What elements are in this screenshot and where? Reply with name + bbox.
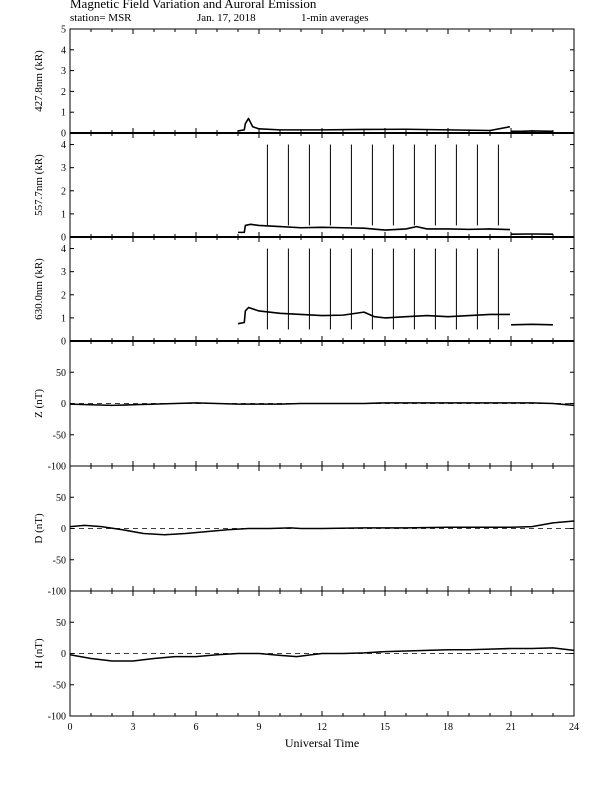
data-line <box>238 307 510 323</box>
x-tick-label: 24 <box>569 722 579 733</box>
station-label: station= MSR <box>70 12 132 24</box>
panel-3 <box>33 341 574 473</box>
y-tick-label: 0 <box>61 128 66 140</box>
chart-title: Magnetic Field Variation and Auroral Emission <box>70 0 317 11</box>
x-tick-label: 21 <box>506 722 516 733</box>
y-tick-label: 4 <box>61 244 66 256</box>
y-tick-label: 0 <box>61 232 66 244</box>
y-tick-label: 0 <box>61 399 66 410</box>
y-tick-label: 3 <box>61 267 66 279</box>
y-tick-label: 1 <box>61 313 66 325</box>
y-tick-label: 50 <box>56 492 66 504</box>
panel-1 <box>33 133 574 244</box>
y-axis-label: 427.8nm (kR) <box>33 50 45 112</box>
data-line <box>70 648 574 661</box>
y-tick-label: 3 <box>61 163 66 175</box>
y-tick-label: 4 <box>61 140 66 152</box>
y-tick-label: -50 <box>52 680 66 692</box>
y-tick-label: 4 <box>61 45 66 57</box>
y-tick-label: 3 <box>61 66 66 78</box>
y-axis-label: 630.0nm (kR) <box>33 258 45 320</box>
panel-5 <box>33 591 579 750</box>
x-axis-label: Universal Time <box>284 736 360 750</box>
averaging-label: 1-min averages <box>301 12 369 24</box>
data-line <box>238 224 510 232</box>
x-tick-label: 3 <box>130 722 136 733</box>
x-tick-label: 12 <box>317 722 327 733</box>
data-line <box>238 118 510 130</box>
y-tick-label: 0 <box>61 649 66 660</box>
panel-2 <box>33 237 574 348</box>
y-tick-label: 5 <box>61 24 66 36</box>
date-label: Jan. 17, 2018 <box>197 12 256 24</box>
y-tick-label: 0 <box>61 524 66 535</box>
data-line <box>70 521 574 535</box>
y-tick-label: -100 <box>47 461 66 473</box>
x-tick-label: 9 <box>256 722 262 733</box>
y-tick-label: 1 <box>61 107 66 119</box>
y-tick-label: 50 <box>56 617 66 629</box>
y-axis-label: Z (nT) <box>33 388 45 419</box>
y-tick-label: -100 <box>47 586 66 598</box>
y-axis-label: H (nT) <box>33 638 45 669</box>
panel-4 <box>33 466 574 598</box>
y-tick-label: 2 <box>61 86 66 98</box>
y-tick-label: 0 <box>61 336 66 348</box>
panel-frame <box>70 29 574 133</box>
x-tick-label: 15 <box>380 722 390 733</box>
panel-0 <box>33 25 574 140</box>
y-tick-label: 50 <box>56 367 66 379</box>
x-tick-label: 18 <box>443 722 453 733</box>
x-tick-label: 0 <box>67 722 73 733</box>
y-tick-label: 1 <box>61 209 66 221</box>
y-tick-label: 2 <box>61 186 66 198</box>
y-tick-label: -100 <box>47 711 66 723</box>
y-tick-label: -50 <box>52 555 66 567</box>
y-tick-label: 2 <box>61 290 66 302</box>
x-tick-label: 6 <box>193 722 199 733</box>
y-axis-label: 557.7nm (kR) <box>33 154 45 216</box>
y-tick-label: -50 <box>52 430 66 442</box>
y-axis-label: D (nT) <box>33 513 45 544</box>
